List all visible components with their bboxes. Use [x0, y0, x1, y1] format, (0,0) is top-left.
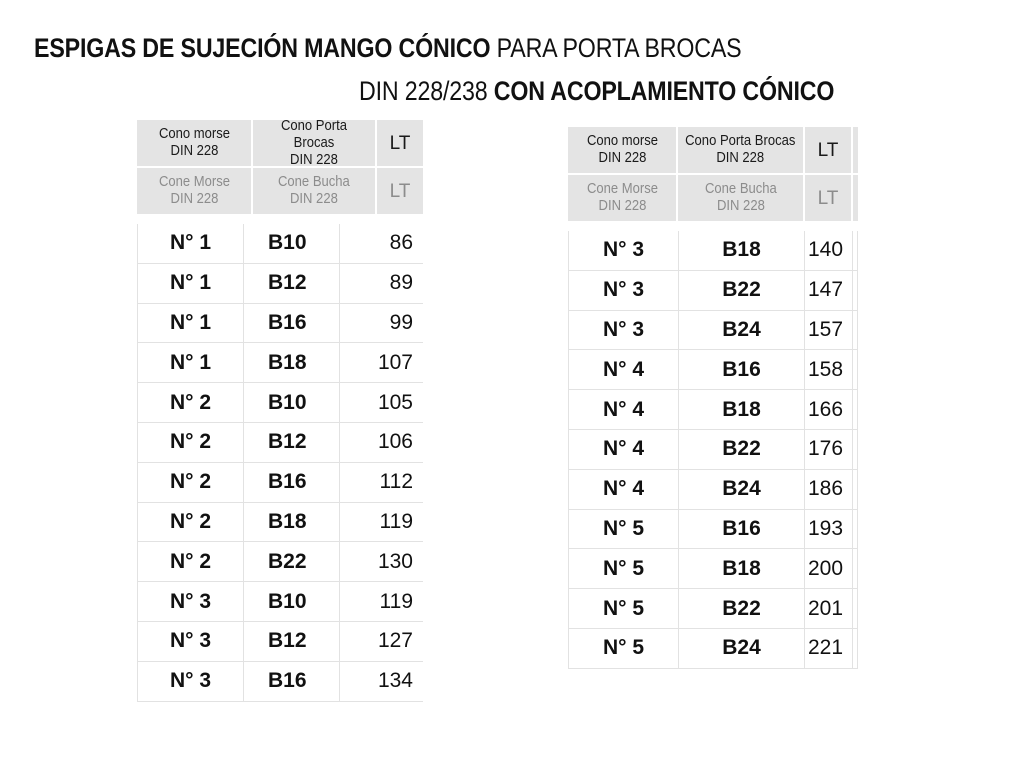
header-cono-porta-brocas — [253, 117, 377, 168]
title-regular-part: DIN 228/238 — [359, 76, 494, 106]
cono-morse-cell: N° 5 — [568, 549, 679, 588]
header-label: Cone Morse DIN 228 — [586, 181, 658, 214]
lt-cell: 105 — [377, 390, 413, 414]
lt-cell: 119 — [379, 589, 413, 613]
header-label: LT — [817, 139, 839, 161]
lt-cell: 130 — [377, 549, 413, 573]
cono-porta-brocas-cell: B22 — [679, 430, 805, 469]
table-row — [137, 304, 423, 344]
header-label: Cone Bucha DIN 228 — [704, 181, 777, 214]
page-title-line-1 — [34, 32, 742, 64]
cono-morse-cell: N° 1 — [137, 264, 244, 303]
row-spacer — [853, 510, 858, 549]
lt-cell: 107 — [377, 350, 413, 374]
cono-porta-brocas-cell: B12 — [244, 264, 340, 303]
cono-porta-brocas-cell: B10 — [244, 224, 340, 263]
cono-morse-cell: N° 3 — [568, 311, 679, 350]
row-spacer — [853, 589, 858, 628]
cono-morse-cell: N° 1 — [137, 224, 244, 263]
row-spacer — [853, 629, 858, 668]
cono-morse-cell: N° 2 — [137, 463, 244, 502]
header-lt — [377, 168, 423, 214]
header-cono-porta-brocas — [678, 127, 805, 173]
table-row — [137, 264, 423, 304]
table-header-portuguese — [137, 168, 423, 214]
lt-cell: 127 — [377, 629, 413, 653]
lt-cell: 89 — [389, 271, 413, 295]
row-spacer — [853, 311, 858, 350]
row-spacer — [853, 549, 858, 588]
page-title-line-2 — [359, 75, 834, 107]
table-body — [137, 224, 423, 702]
table-row — [568, 430, 858, 470]
header-cono-morse — [568, 127, 678, 173]
cono-morse-cell: N° 3 — [137, 622, 244, 661]
cono-porta-brocas-cell: B16 — [244, 304, 340, 343]
table-row — [568, 629, 858, 669]
cono-porta-brocas-cell: B24 — [679, 311, 805, 350]
header-cone-bucha — [678, 175, 805, 221]
cono-morse-cell: N° 2 — [137, 383, 244, 422]
header-gap — [568, 221, 858, 231]
table-header-spanish — [137, 117, 423, 168]
cono-porta-brocas-cell: B16 — [679, 350, 805, 389]
header-label: Cono morse DIN 228 — [158, 126, 230, 159]
cono-morse-cell: N° 5 — [568, 510, 679, 549]
cono-porta-brocas-cell: B22 — [679, 589, 805, 628]
specs-table-left — [137, 117, 423, 702]
lt-cell: 166 — [805, 390, 853, 429]
header-label: Cone Morse DIN 228 — [158, 174, 230, 207]
table-row — [568, 390, 858, 430]
table-row — [137, 582, 423, 622]
title-regular-part: PARA PORTA BROCAS — [490, 33, 742, 63]
row-spacer — [853, 350, 858, 389]
row-spacer — [853, 430, 858, 469]
lt-cell: 158 — [805, 350, 853, 389]
header-gap — [137, 214, 423, 224]
lt-cell: 99 — [389, 310, 413, 334]
table-row — [568, 311, 858, 351]
lt-cell: 193 — [805, 510, 853, 549]
table-row — [568, 549, 858, 589]
cono-porta-brocas-cell: B18 — [244, 343, 340, 382]
lt-cell: 119 — [379, 509, 413, 533]
cono-morse-cell: N° 3 — [137, 582, 244, 621]
header-label: Cone Bucha DIN 228 — [278, 174, 350, 207]
lt-cell: 134 — [377, 669, 413, 693]
table-row — [137, 662, 423, 702]
header-label: Cono morse DIN 228 — [586, 133, 658, 166]
cono-porta-brocas-cell: B24 — [679, 470, 805, 509]
header-cone-morse — [568, 175, 678, 221]
cono-porta-brocas-cell: B22 — [679, 271, 805, 310]
row-spacer — [853, 231, 858, 270]
header-cone-morse — [137, 168, 253, 214]
lt-cell: 186 — [805, 470, 853, 509]
header-label: LT — [817, 187, 839, 209]
table-header-portuguese — [568, 175, 858, 221]
row-spacer — [853, 390, 858, 429]
title-bold-part: CON ACOPLAMIENTO CÓNICO — [493, 76, 835, 106]
table-row — [568, 470, 858, 510]
cono-morse-cell: N° 4 — [568, 430, 679, 469]
cono-porta-brocas-cell: B12 — [244, 423, 340, 462]
header-label: LT — [389, 132, 411, 154]
cono-porta-brocas-cell: B10 — [244, 383, 340, 422]
table-row — [568, 589, 858, 629]
table-row — [137, 463, 423, 503]
lt-cell: 176 — [805, 430, 853, 469]
table-body — [568, 231, 858, 669]
cono-porta-brocas-cell: B16 — [244, 662, 340, 701]
table-row — [568, 231, 858, 271]
title-bold-part: ESPIGAS DE SUJECIÓN MANGO CÓNICO — [34, 33, 491, 63]
header-cone-bucha — [253, 168, 377, 214]
lt-cell: 221 — [805, 629, 853, 668]
specs-table-right — [568, 127, 858, 669]
header-lt — [805, 175, 853, 221]
cono-porta-brocas-cell: B10 — [244, 582, 340, 621]
table-row — [137, 542, 423, 582]
header-label: Cono Porta Brocas DIN 228 — [280, 117, 348, 168]
cono-morse-cell: N° 3 — [568, 231, 679, 270]
lt-cell: 200 — [805, 549, 853, 588]
lt-cell: 106 — [377, 430, 413, 454]
cono-porta-brocas-cell: B22 — [244, 542, 340, 581]
cono-morse-cell: N° 3 — [137, 662, 244, 701]
cono-porta-brocas-cell: B16 — [244, 463, 340, 502]
cono-morse-cell: N° 5 — [568, 589, 679, 628]
cono-morse-cell: N° 5 — [568, 629, 679, 668]
table-row — [137, 343, 423, 383]
cono-porta-brocas-cell: B16 — [679, 510, 805, 549]
table-row — [137, 622, 423, 662]
cono-porta-brocas-cell: B18 — [679, 390, 805, 429]
header-label: Cono Porta Brocas DIN 228 — [685, 133, 796, 166]
header-spacer — [853, 127, 858, 173]
header-label: LT — [389, 180, 411, 202]
lt-cell: 147 — [805, 271, 853, 310]
header-lt — [377, 120, 423, 166]
lt-cell: 140 — [805, 231, 853, 270]
lt-cell: 112 — [379, 470, 413, 494]
cono-porta-brocas-cell: B24 — [679, 629, 805, 668]
cono-porta-brocas-cell: B18 — [244, 503, 340, 542]
cono-morse-cell: N° 4 — [568, 470, 679, 509]
header-lt — [805, 127, 853, 173]
cono-porta-brocas-cell: B18 — [679, 231, 805, 270]
header-spacer — [853, 175, 858, 221]
table-row — [137, 503, 423, 543]
cono-morse-cell: N° 1 — [137, 304, 244, 343]
cono-morse-cell: N° 4 — [568, 390, 679, 429]
cono-morse-cell: N° 3 — [568, 271, 679, 310]
row-spacer — [853, 271, 858, 310]
cono-porta-brocas-cell: B12 — [244, 622, 340, 661]
cono-morse-cell: N° 4 — [568, 350, 679, 389]
table-row — [137, 224, 423, 264]
table-row — [568, 350, 858, 390]
lt-cell: 157 — [805, 311, 853, 350]
lt-cell: 201 — [805, 589, 853, 628]
cono-morse-cell: N° 2 — [137, 542, 244, 581]
cono-morse-cell: N° 2 — [137, 503, 244, 542]
cono-morse-cell: N° 2 — [137, 423, 244, 462]
table-row — [137, 383, 423, 423]
header-cono-morse — [137, 120, 253, 166]
row-spacer — [853, 470, 858, 509]
table-row — [568, 271, 858, 311]
cono-porta-brocas-cell: B18 — [679, 549, 805, 588]
cono-morse-cell: N° 1 — [137, 343, 244, 382]
table-header-spanish — [568, 127, 858, 173]
table-row — [137, 423, 423, 463]
table-row — [568, 510, 858, 550]
lt-cell: 86 — [389, 231, 413, 255]
